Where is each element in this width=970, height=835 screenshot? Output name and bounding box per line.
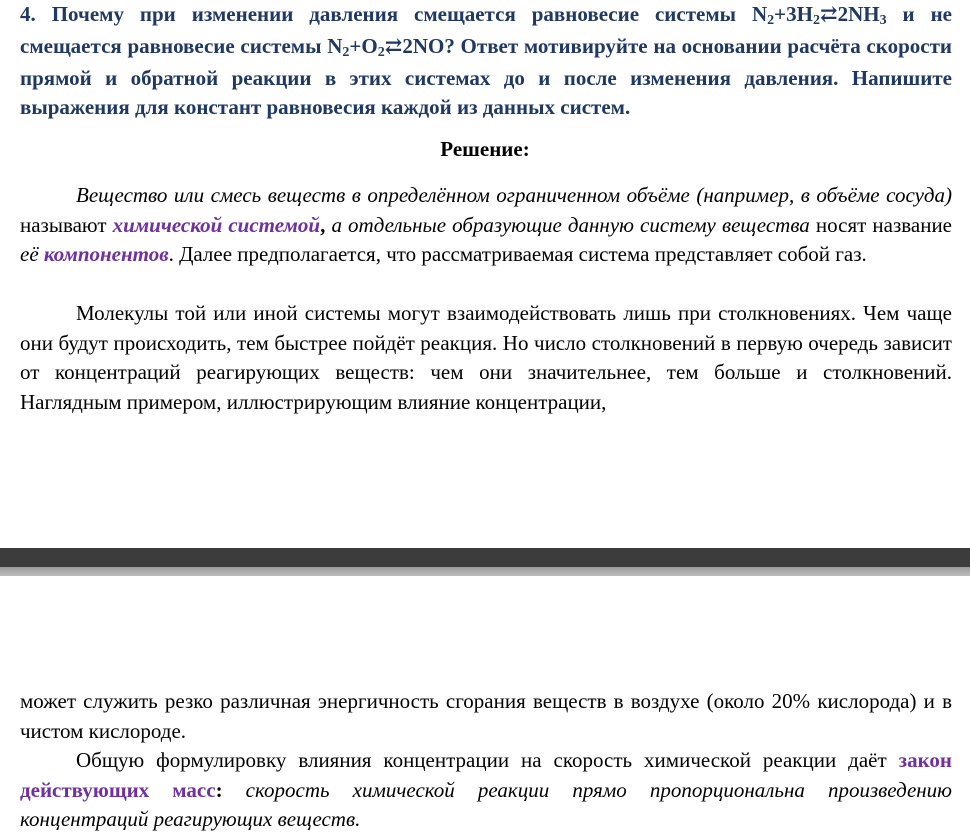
solution-heading: Решение: bbox=[440, 137, 530, 161]
question-lead: 4. Почему при изменении давления смещается равновесие системы bbox=[20, 2, 752, 26]
term-law-of-mass-action: закон действующих масс bbox=[20, 748, 952, 802]
equation-2: $N_2+O_2⇄2NO$ bbox=[327, 34, 445, 60]
paragraph-4: Общую формулировку влияния концентрации на скорость химической реакции даёт закон действующих масс: скорость химической реакции прямо пропорциональна произведению концентраций реагирующих веществ. bbox=[20, 748, 952, 832]
term-chemical-system: химической системой bbox=[112, 212, 321, 237]
paragraph-1: Вещество или смесь веществ в определённом ограниченном объёме (например, в объёме сосуда) называют химической системой, а отдельные образующие данную систему вещества носят название её компонентов. Далее предполагается, что рассматриваемая система представляет собой газ. bbox=[20, 183, 953, 267]
question-mid: и не смещается равновесие системы bbox=[20, 2, 952, 58]
question-text bbox=[20, 0, 952, 122]
paragraph-3: может служить резко различная энергичность сгорания веществ в воздухе (около 20% кислорода) и в чистом кислороде. bbox=[20, 689, 952, 743]
page-separator bbox=[0, 548, 970, 576]
term-components: компонентов bbox=[43, 242, 169, 267]
paragraph-2: Молекулы той или иной системы могут взаимодействовать лишь при столкновениях. Чем чаще они будут происходить, тем быстрее пойдёт реакция. Но число столкновений в первую очередь зависит от концентраций реагирующих веществ: чем они значительнее, тем больше и столкновений. Наглядным примером, иллюстрирующим влияние концентрации, bbox=[20, 301, 952, 415]
question-tail: ? Ответ мотивируйте на основании расчёта скорости прямой и обратной реакции в этих системах до и после изменения давления. Напишите выражения для констант равновесия каждой из данных систем. bbox=[20, 34, 952, 119]
equation-1: $N_2+3H_2⇄2NH_3$ bbox=[751, 2, 887, 28]
